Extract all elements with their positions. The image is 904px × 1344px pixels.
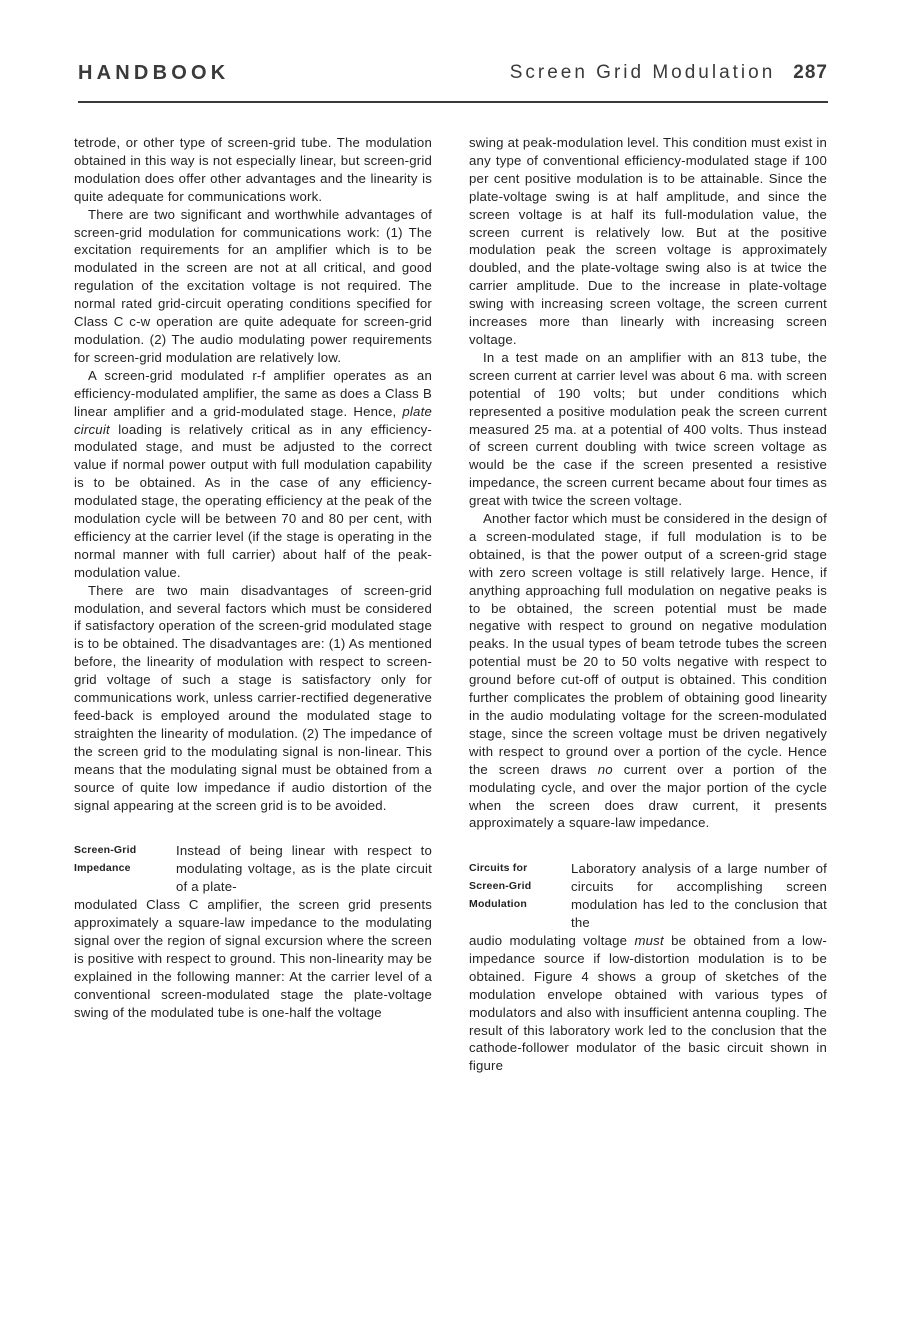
paragraph: [469, 932, 827, 1075]
subheading-screen-grid-impedance: [74, 842, 432, 896]
subheading-label-line: Circuits for: [469, 862, 528, 875]
emphasis: must: [634, 932, 664, 948]
subheading-label-line: Screen-Grid: [74, 844, 137, 857]
text-run: audio modulating voltage: [469, 932, 635, 948]
subheading-text: Laboratory analysis of a large number of circuits for accomplishing screen modulation has led to the conclusion that the: [571, 861, 827, 931]
running-header: [78, 60, 828, 90]
paragraph: [469, 510, 827, 832]
subheading-label-line: Screen-Grid: [469, 880, 532, 893]
subheading-circuits-for-screen-grid-modulation: [469, 860, 827, 932]
emphasis: no: [597, 761, 613, 777]
text-run: A screen-grid modulated r-f amplifier operates as an efficiency-modulated amplifier, the same as does a Class B linear amplifier and a grid-modulated stage. Hence,: [74, 367, 432, 419]
section-name: Screen Grid Modulation: [509, 62, 776, 83]
paragraph: There are two significant and worthwhile advantages of screen-grid modulation for communications work: (1) The excitation requirements for an amplifier which is to be modulated in the screen are not at all critical, and good regulation of the excitation voltage is not required. The normal rated grid-circuit operating conditions specified for Class C c-w operation are quite adequate for screen-grid modulation. (2) The audio modulating power requirements for screen-grid modulation are relatively low.: [74, 206, 432, 365]
book-title: HANDBOOK: [78, 62, 230, 84]
text-run: current over a portion of the modulating cycle, and over the major portion of the cycle when the screen does draw current, it presents approximately a square-law impedance.: [469, 761, 828, 831]
paragraph: In a test made on an amplifier with an 813 tube, the screen current at carrier level was about 6 ma. with screen potential of 190 volts; but under conditions which represented a positive modulation peak the screen current measured 25 ma. at a potential of 400 volts. Thus instead of screen current doubling with twice screen voltage as would be the case if the screen presented a resistive impedance, the screen current became about four times as great with twice the screen voltage.: [469, 349, 827, 509]
paragraph: There are two main disadvantages of screen-grid modulation, and several factors which must be considered if satisfactory operation of the screen-grid modulated stage is to be obtained. The disadvantages are: (1) As mentioned before, the linearity of modulation with respect to screen-grid voltage of such a stage is satisfactory only for communications work, unless carrier-rectified degenerative feed-back is employed around the modulated stage to straighten the linearity of modulation. (2) The impedance of the screen grid to the modulating signal is non-linear. This means that the modulating signal must be obtained from a source of quite low impedance if audio distortion of the signal appearing at the screen grid is to be avoided.: [74, 582, 432, 813]
paragraph: swing at peak-modulation level. This condition must exist in any type of conventional efficiency-modulated stage if 100 per cent positive modulation is to be attainable. Since the plate-voltage swing is at half amplitude, and since the screen voltage is at half its full-modulation value, the screen current is relatively low. But at the positive modulation peak the screen voltage is approximately doubled, and the plate-voltage swing also is at twice the carrier amplitude. Due to the increase in plate-voltage swing with increasing screen voltage, the screen current increases more than linearly with increasing screen voltage.: [469, 135, 827, 347]
subheading-label-line: Impedance: [74, 862, 131, 875]
paragraph: [74, 367, 432, 582]
subheading-label-line: Modulation: [469, 898, 527, 911]
subheading-label: [74, 842, 176, 896]
text-run: be obtained from a low-impedance source if low-distortion modulation is to be obtained. Figure 4 shows a group of sketches of the modulation envelope obtained with various types of modulators and also with insufficient antenna coupling. The result of this laboratory work led to the conclusion that the cathode-follower modulator of the basic circuit shown in figure: [469, 932, 827, 1074]
subheading-label: [469, 860, 571, 932]
emphasis: plate circuit: [74, 403, 432, 437]
paragraph: modulated Class C amplifier, the screen grid presents approximately a square-law impedance to the modulating signal over the region of signal excursion where the screen is positive with respect to ground. This non-linearity may be explained in the following manner: At the carrier level of a conventional screen-modulated stage the plate-voltage swing of the modulated tube is one-half the voltage: [74, 897, 432, 1020]
page-number: 287: [793, 62, 828, 83]
header-rule: [78, 101, 828, 103]
section-title: [510, 62, 828, 84]
subheading-text: Instead of being linear with respect to modulating voltage, as is the plate circuit of a plate-: [176, 843, 432, 895]
paragraph: tetrode, or other type of screen-grid tube. The modulation obtained in this way is not especially linear, but screen-grid modulation does offer other advantages and the linearity is quite adequate for communications work.: [74, 135, 432, 204]
left-column: [74, 134, 432, 1022]
text-run: Another factor which must be considered in the design of a screen-modulated stage, if full modulation is to be obtained, is that the power output of a screen-grid stage with zero screen voltage is still relatively large. Hence, if anything approaching full modulation on negative peaks is to be obtained, the screen potential must be made negative with respect to ground on negative modulation peaks. In the usual types of beam tetrode tubes the screen potential must be 20 to 50 volts negative with respect to ground before cut-off of output is obtained. This condition further complicates the problem of obtaining good linearity in the audio modulating voltage for the screen-modulated stage, since the screen voltage must be driven negatively with respect to ground over a portion of the cycle. Hence the screen draws: [469, 511, 827, 777]
text-run: loading is relatively critical as in any efficiency-modulated stage, and must be adjusted to the correct value if normal power output with full modulation capability is to be obtained. As in the case of any efficiency-modulated stage, the operating efficiency at the peak of the modulation cycle will be between 70 and 80 per cent, with efficiency at the carrier level (if the stage is operating in the normal manner with full carrier) about half of the peak-modulation value.: [74, 421, 432, 580]
right-column: [469, 134, 827, 1075]
